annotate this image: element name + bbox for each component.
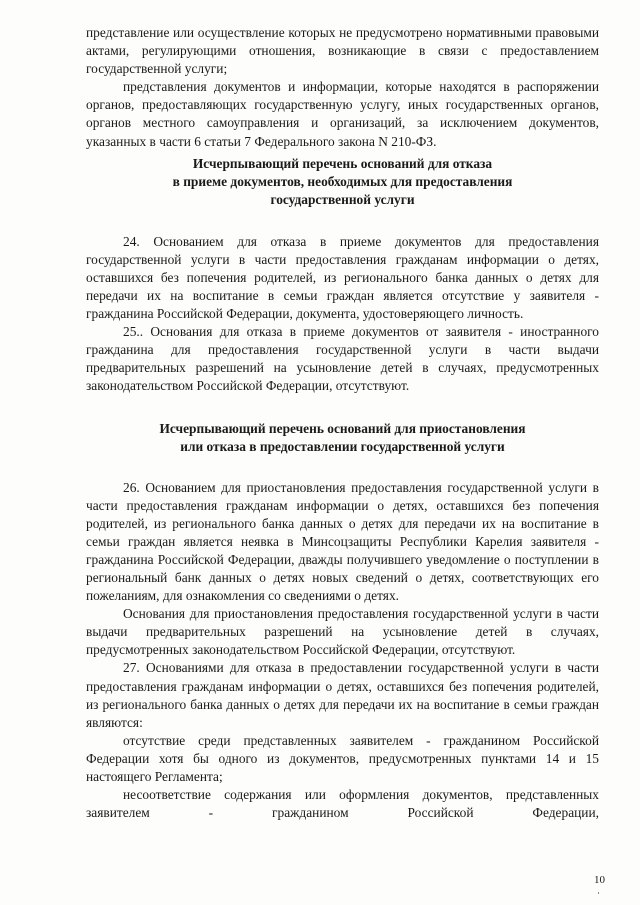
paragraph-continuation: представление или осуществление которых не предусмотрено нормативными правовыми актами, регулирующими отношения, возникающие в связи с предоставлением государственной услуги; bbox=[86, 25, 599, 77]
paragraph-item-27: 27. Основаниями для отказа в предоставлении государственной услуги в части предоставления гражданам информации о детях, оставшихся без попечения родителей, из регионального банка данных о детях для передачи их на воспитание в семьи граждан являются: bbox=[86, 660, 599, 730]
heading-line: государственной услуги bbox=[270, 191, 415, 207]
heading-line: или отказа в предоставлении государственной услуги bbox=[180, 438, 505, 454]
paragraph-suspension-grounds: Основания для приостановления предоставления государственной услуги в части выдачи предварительных разрешений на усыновление детей в случаях, предусмотренных законодательством Российской Федерации, отсутствуют. bbox=[86, 606, 599, 658]
paragraph-item-26: 26. Основанием для приостановления предоставления государственной услуги в части предоставления гражданам информации о детях, оставшихся без попечения родителей, из регионального банка данных о детях для передачи их на воспитание в семьи граждан является неявка в Минсоцзащиты Республики Карелия заявителя - гражданина Российской Федерации, дважды получившего уведомление о поступлении в региональный банк данных о детях новых сведений о детях, соответствующих его пожеланиям, для ознакомления со сведениями о детях. bbox=[86, 479, 599, 604]
heading-line: в приеме документов, необходимых для предоставления bbox=[172, 173, 513, 189]
paragraph-nonconformity: несоответствие содержания или оформления документов, представленных заявителем - гражданином Российской Федерации, bbox=[86, 787, 599, 821]
section-heading-refusal-acceptance bbox=[86, 155, 599, 209]
paragraph-item-24: 24. Основанием для отказа в приеме документов для предоставления государственной услуги в части предоставления гражданам информации о детях, оставшихся без попечения родителей, из регионального банка данных о детях для передачи их на воспитание в семьи граждан является отсутствие у заявителя - гражданина Российской Федерации, документа, удостоверяющего личность. bbox=[86, 233, 599, 322]
section-heading-suspension-refusal bbox=[86, 420, 599, 456]
heading-line: Исчерпывающий перечень оснований для приостановления bbox=[159, 420, 526, 436]
paragraph-item-25: 25.. Основания для отказа в приеме документов от заявителя - иностранного гражданина для предоставления государственной услуги в части выдачи предварительных разрешений на усыновление детей в случаях, предусмотренных законодательством Российской Федерации, отсутствуют. bbox=[86, 324, 599, 394]
paragraph-documents-in-possession: представления документов и информации, которые находятся в распоряжении органов, предоставляющих государственную услугу, иных государственных органов, органов местного самоуправления и организаций, за исключением документов, указанных в части 6 статьи 7 Федерального закона N 210-ФЗ. bbox=[86, 79, 599, 149]
heading-line: Исчерпывающий перечень оснований для отказа bbox=[192, 155, 493, 171]
paragraph-missing-documents: отсутствие среди представленных заявителем - гражданином Российской Федерации хотя бы одного из документов, предусмотренных пунктами 14 и 15 настоящего Регламента; bbox=[86, 732, 599, 784]
page-number: 10 bbox=[594, 874, 605, 886]
document-body bbox=[86, 24, 599, 822]
